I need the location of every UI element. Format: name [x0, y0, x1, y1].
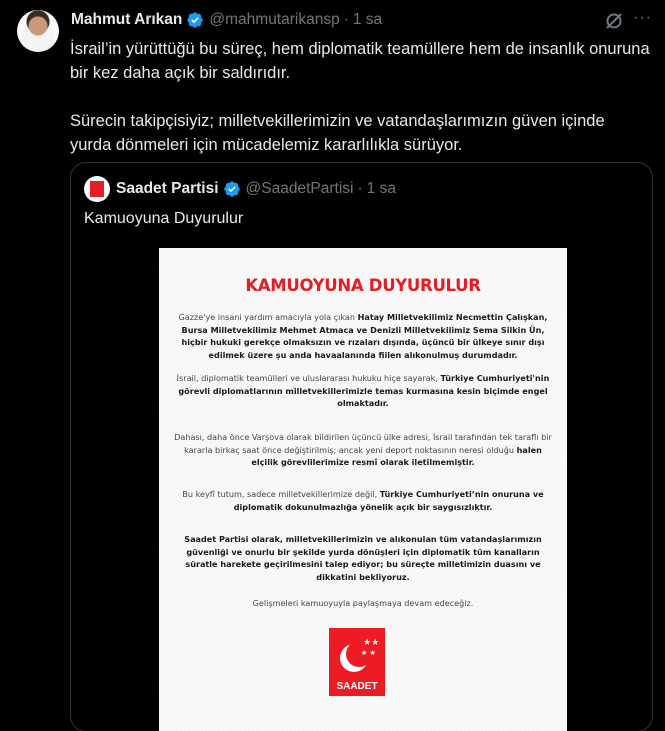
- announcement-paragraph: Gazze'ye insani yardım amacıyla yola çıkan Hatay Milletvekilimiz Necmettin Çalışkan, Bursa Milletvekilimiz Mehmet Atmaca ve Denizli Milletvekilimiz Sema Silkin Ün, hiçbir hukuki gerekçe olmaksızın ve rızaları dışında, üçüncü bir ülkeye sınır dışı edilmek üzere şu anda havaalanında fiilen alıkonulmuş durumdadır.: [178, 312, 548, 360]
- separator-dot: ·: [343, 11, 349, 28]
- quote-author-name: Saadet Partisi: [116, 180, 219, 197]
- announcement-paragraph: Dahası, daha önce Varşova olarak bildirilen üçüncü ülke adresi, İsrail tarafından tek taraflı bir kararla birkaç saat önce değiştirilmiş; ancak yeni deport noktasının neresi olduğu halen elçilik görevlilerimize resmî olarak iletilmemiştir.: [174, 432, 552, 467]
- quote-header: [84, 176, 396, 202]
- quote-avatar: [84, 176, 110, 202]
- verified-badge-icon: [186, 11, 204, 29]
- svg-text:★ ★: ★ ★: [361, 649, 376, 657]
- verified-badge-icon: [223, 180, 241, 198]
- separator-dot: ·: [357, 180, 363, 197]
- tweet-paragraph: İsrail’in yürüttüğü bu süreç, hem diplomatik teamüllere hem de insanlık onuruna bir kez daha açık bir saldırıdır.: [70, 40, 650, 82]
- tweet-time[interactable]: 1 sa: [352, 11, 383, 28]
- announcement-image[interactable]: [159, 248, 567, 731]
- announcement-paragraph: İsrail, diplomatik teamülleri ve uluslararası hukuku hiçe sayarak, Türkiye Cumhuriyeti'nin görevli diplomatlarının milletvekillerimizle temas kurmasına kesin biçimde engel olmaktadır.: [176, 373, 550, 408]
- announcement-paragraph: Bu keyfî tutum, sadece milletvekillerimize değil, Türkiye Cumhuriyeti’nin onuruna ve diplomatik dokunulmazlığa yönelik açık bir saygısızlıktır.: [182, 489, 544, 512]
- svg-text:★★: ★★: [363, 638, 380, 648]
- svg-text:SAADET: SAADET: [336, 681, 378, 692]
- crescent-stars-icon: [329, 628, 385, 696]
- grok-icon[interactable]: [604, 11, 624, 31]
- announcement-title: KAMUOYUNA DUYURULUR: [245, 276, 481, 295]
- quote-author-handle: @SaadetPartisi: [245, 180, 354, 197]
- author-avatar[interactable]: [17, 10, 59, 52]
- tweet-text: [70, 37, 650, 157]
- author-name[interactable]: Mahmut Arıkan: [71, 11, 183, 28]
- quoted-tweet[interactable]: [70, 162, 653, 731]
- quote-text: Kamuoyuna Duyurulur: [84, 210, 244, 227]
- announcement-paragraph: Saadet Partisi olarak, milletvekillerimizin ve alıkonulan tüm vatandaşlarımızın güvenliği ve onurlu bir şekilde yurda dönüşleri için diplomatik tüm kanalların süratle harekete geçirilmesini talep ediyor; bu süreçte milletimizin duasını ve dikkatini bekliyoruz.: [184, 534, 542, 582]
- more-icon[interactable]: ···: [633, 9, 652, 26]
- saadet-logo: [329, 628, 385, 696]
- quote-time: 1 sa: [366, 180, 396, 197]
- author-handle[interactable]: @mahmutarikansp: [209, 11, 340, 28]
- tweet-paragraph: Sürecin takipçisiyiz; milletvekillerimizin ve vatandaşlarımızın güven içinde yurda dönmeleri için mücadelemiz kararlılıkla sürüyor.: [70, 112, 605, 154]
- announcement-paragraph: Gelişmeleri kamuoyuyla paylaşmaya devam edeceğiz.: [252, 598, 474, 608]
- tweet-header: [71, 11, 382, 29]
